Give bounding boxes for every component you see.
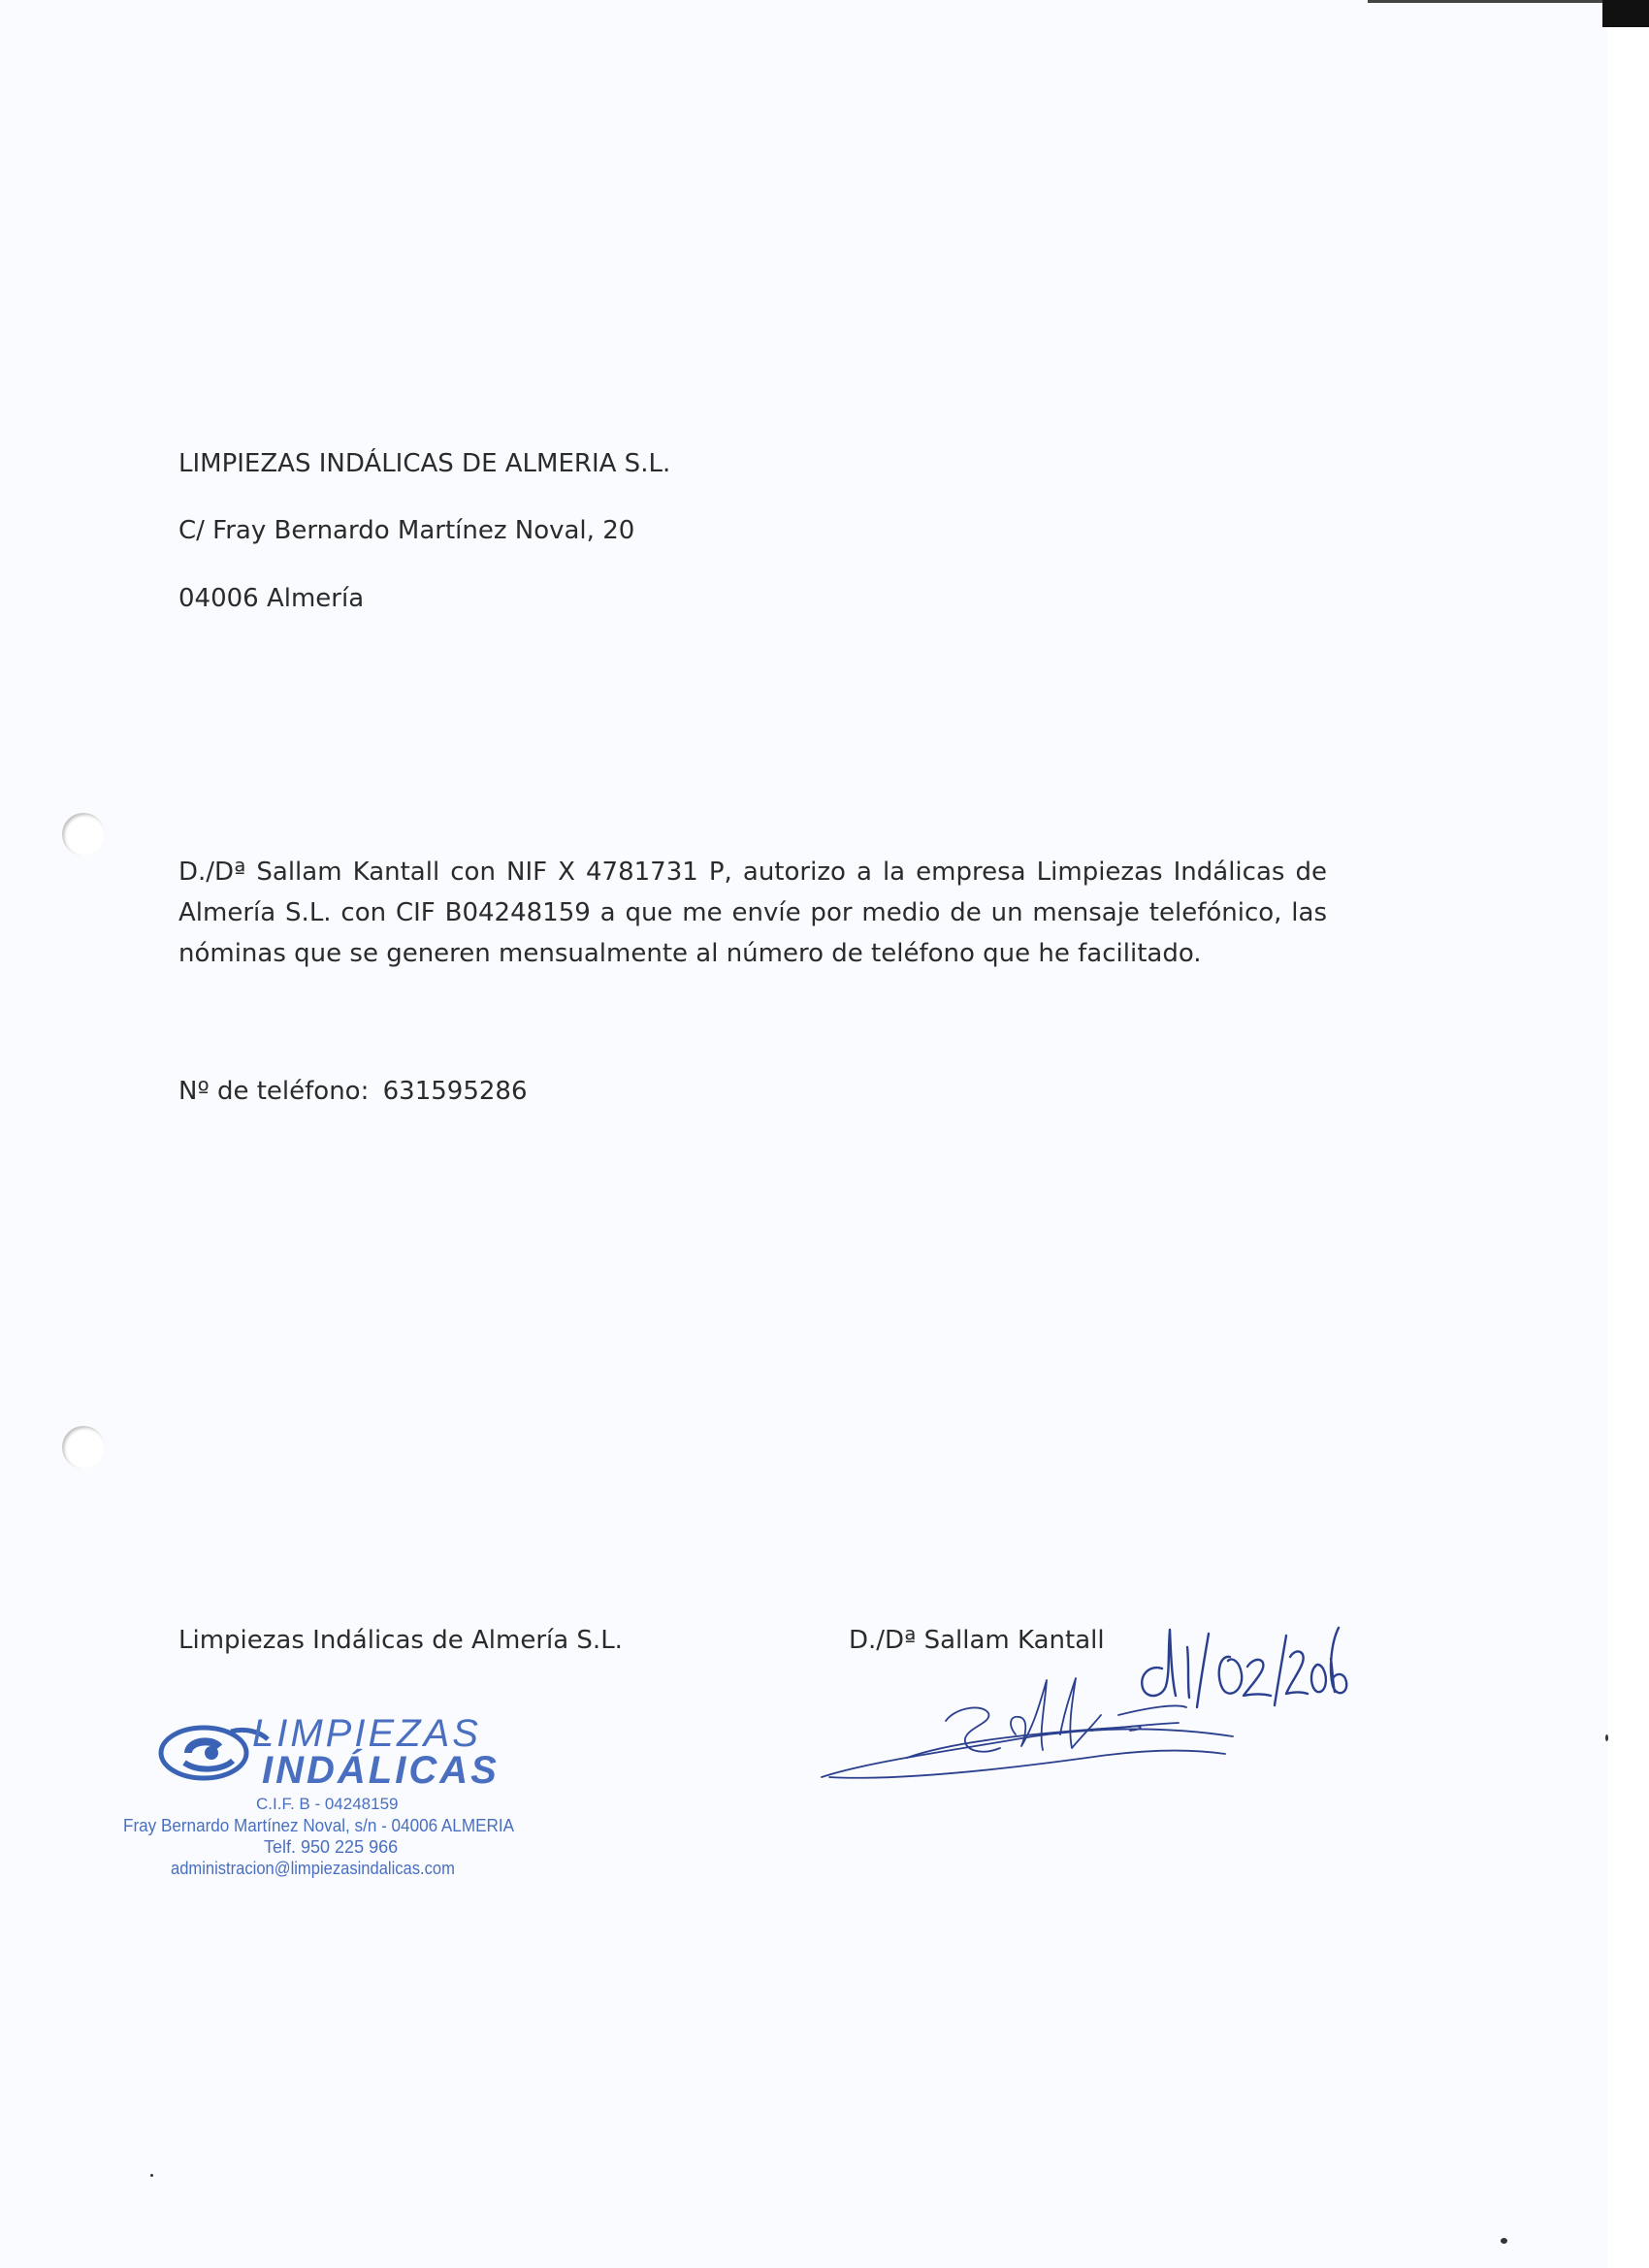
stamp-address: Fray Bernardo Martínez Noval, s/n - 04006 ALMERIA: [123, 1816, 514, 1835]
employee-signature-label: D./Dª Sallam Kantall: [849, 1626, 1105, 1655]
employee-signature: [810, 1669, 1237, 1795]
stamp-name-line1: LIMPIEZAS: [252, 1712, 481, 1755]
scan-corner-mark: [1602, 0, 1649, 27]
punch-hole-top: [62, 813, 105, 856]
scan-speck: [1605, 1734, 1608, 1741]
recipient-street: C/ Fray Bernardo Martínez Noval, 20: [178, 516, 635, 545]
scan-speck: [1501, 2238, 1507, 2244]
scan-margin: [1607, 0, 1649, 2268]
punch-hole-bottom: [62, 1426, 105, 1469]
scan-edge-mark: [1368, 0, 1605, 3]
stamp-phone: Telf. 950 225 966: [264, 1837, 399, 1857]
phone-label: Nº de teléfono:: [178, 1077, 370, 1106]
scan-speck: [150, 2174, 153, 2177]
phone-line: [178, 1071, 528, 1112]
company-stamp: [116, 1712, 582, 1896]
stamp-name-line2: INDÁLICAS: [262, 1749, 500, 1792]
company-signature-label: Limpiezas Indálicas de Almería S.L.: [178, 1626, 623, 1655]
recipient-city: 04006 Almería: [178, 584, 365, 613]
authorization-paragraph: D./Dª Sallam Kantall con NIF X 4781731 P, autorizo a la empresa Limpiezas Indálicas de Almería S.L. con CIF B04248159 a que me envíe por medio de un mensaje telefónico, las nóminas que se generen mensualmente al número de teléfono que he facilitado.: [178, 858, 1327, 968]
stamp-email: administracion@limpiezasindalicas.com: [171, 1859, 455, 1878]
stamp-cif: C.I.F. B - 04248159: [256, 1795, 399, 1813]
recipient-company: LIMPIEZAS INDÁLICAS DE ALMERIA S.L.: [178, 449, 671, 478]
phone-value: 631595286: [382, 1077, 528, 1106]
